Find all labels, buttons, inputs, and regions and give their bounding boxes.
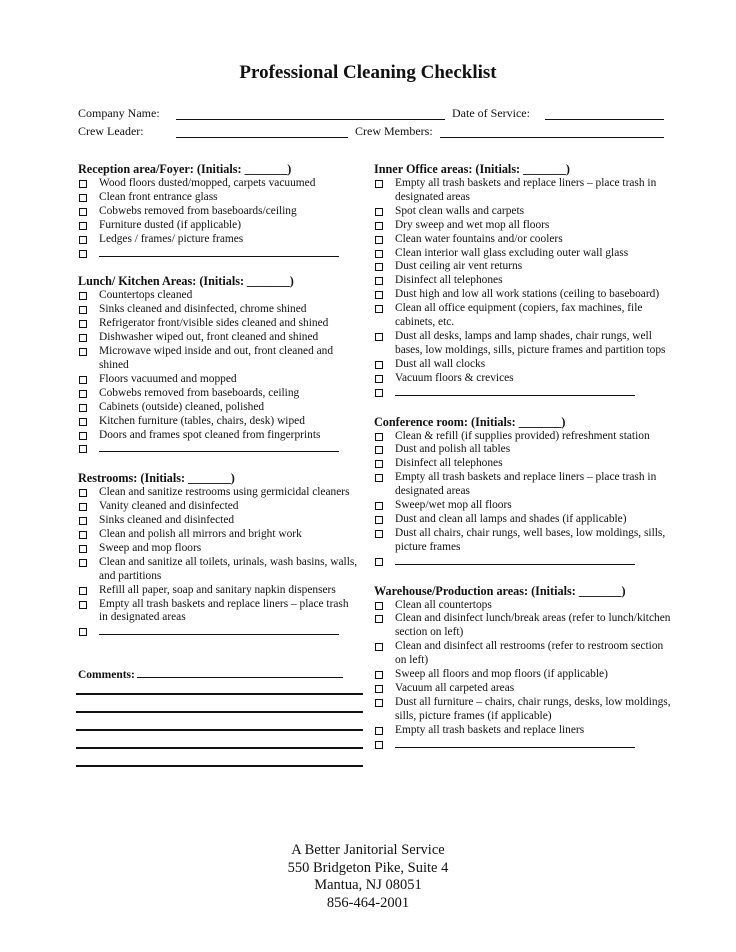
write-in-line[interactable] <box>99 625 339 635</box>
checkbox[interactable] <box>375 250 383 258</box>
checklist-item-blank <box>78 442 358 457</box>
checkbox[interactable] <box>79 390 87 398</box>
comments-line[interactable] <box>76 711 363 713</box>
checklist-item-label: Wood floors dusted/mopped, carpets vacuumed <box>99 177 316 189</box>
checklist-item <box>374 640 674 668</box>
footer-company: A Better Janitorial Service <box>291 842 445 858</box>
checklist-item-label: Disinfect all telephones <box>395 457 503 470</box>
checklist-item <box>374 724 674 738</box>
checklist-item <box>78 205 358 219</box>
checkbox[interactable] <box>375 602 383 610</box>
checklist-item <box>374 247 674 261</box>
checklist-item <box>374 205 674 219</box>
checklist-item <box>78 415 358 429</box>
checkbox[interactable] <box>375 389 383 397</box>
checklist-item-label: Kitchen furniture (tables, chairs, desk) wiped <box>99 414 305 427</box>
checklist-item-label: Microwave wiped inside and out, front cleaned and shined <box>99 345 334 371</box>
comments-line[interactable] <box>76 765 363 767</box>
date-of-service-field[interactable] <box>545 119 664 120</box>
checklist-item <box>78 177 358 191</box>
checkbox[interactable] <box>375 474 383 482</box>
section-title: Inner Office areas: (Initials: _______) <box>374 162 570 176</box>
checklist-item <box>374 177 674 205</box>
checkbox[interactable] <box>375 305 383 313</box>
checklist-item <box>374 612 674 640</box>
checklist-item <box>78 528 358 542</box>
checklist-item-label: Floors vacuumed and mopped <box>99 372 237 385</box>
checkbox[interactable] <box>79 445 87 453</box>
checklist-item <box>78 317 358 331</box>
checklist-item <box>78 514 358 528</box>
checklist-item-label: Clean water fountains and/or coolers <box>395 232 563 245</box>
checklist-item-label: Empty all trash baskets and replace liners – place trash in designated areas <box>395 471 657 498</box>
checkbox[interactable] <box>375 530 383 538</box>
checkbox[interactable] <box>79 208 87 216</box>
checklist-item-label: Empty all trash baskets and replace liners – place trash in designated areas <box>99 597 349 624</box>
checklist-item-blank <box>78 247 358 262</box>
checklist-item-label: Sweep/wet mop all floors <box>395 499 512 512</box>
checklist-item <box>374 696 674 724</box>
checkbox[interactable] <box>79 517 87 525</box>
checklist-item-label: Dust and clean all lamps and shades (if applicable) <box>395 512 627 525</box>
checkbox[interactable] <box>375 741 383 749</box>
checklist-item-label: Clean front entrance glass <box>99 190 218 203</box>
checklist-item-label: Dry sweep and wet mop all floors <box>395 218 550 231</box>
checklist-item-label: Dust all furniture – chairs, chair rungs, desks, low moldings, sills, picture frames (if applicable) <box>395 695 671 722</box>
checklist-section <box>374 162 674 401</box>
checklist-item-label: Sweep all floors and mop floors (if applicable) <box>395 668 608 681</box>
checklist-item-label: Refill all paper, soap and sanitary napkin dispensers <box>99 583 336 596</box>
checklist-section <box>374 584 674 753</box>
checklist-item-label: Empty all trash baskets and replace liners <box>395 723 585 736</box>
checklist-item <box>374 372 674 386</box>
checklist-item <box>374 513 674 527</box>
checklist-item-label: Sinks cleaned and disinfected, chrome shined <box>99 303 307 316</box>
checklist-item-label: Vacuum all carpeted areas <box>395 682 515 694</box>
checkbox[interactable] <box>375 263 383 271</box>
checklist-item <box>78 486 358 500</box>
checkbox[interactable] <box>375 291 383 299</box>
checklist-item-label: Clean and disinfect lunch/break areas (refer to lunch/kitchen section on left) <box>395 612 671 639</box>
checklist-item-label: Empty all trash baskets and replace liners – place trash in designated areas <box>395 177 657 203</box>
checklist-item-label: Cobwebs removed from baseboards, ceiling <box>99 386 300 399</box>
comments-line[interactable] <box>76 729 363 731</box>
checklist-item-blank <box>374 386 674 401</box>
checkbox[interactable] <box>79 236 87 244</box>
checkbox[interactable] <box>79 194 87 202</box>
checkbox[interactable] <box>79 376 87 384</box>
section-title: Reception area/Foyer: (Initials: _______) <box>78 162 292 176</box>
section-title: Restrooms: (Initials: _______) <box>78 471 235 486</box>
checklist-item-label: Dust and polish all tables <box>395 443 511 456</box>
checklist-item <box>374 330 674 358</box>
checklist-item <box>374 527 674 555</box>
checkbox[interactable] <box>375 615 383 623</box>
checklist-section <box>78 471 358 640</box>
checklist-item <box>78 401 358 415</box>
checklist-item <box>374 457 674 471</box>
checkbox[interactable] <box>375 460 383 468</box>
checklist-item-label: Cabinets (outside) cleaned, polished <box>99 400 265 413</box>
checkbox[interactable] <box>79 503 87 511</box>
checklist-item <box>78 373 358 387</box>
checklist-item <box>78 191 358 205</box>
date-of-service-label: Date of Service: <box>452 106 530 120</box>
checkbox[interactable] <box>375 236 383 244</box>
checkbox[interactable] <box>375 375 383 383</box>
checkbox[interactable] <box>375 180 383 188</box>
company-name-field[interactable] <box>176 119 445 120</box>
checkbox[interactable] <box>375 433 383 441</box>
checklist-item-label: Sweep and mop floors <box>99 541 202 554</box>
section-title: Conference room: (Initials: _______) <box>374 414 566 429</box>
checklist-item <box>374 599 674 613</box>
checklist-item-label: Countertops cleaned <box>99 289 193 302</box>
checklist-item <box>374 430 674 444</box>
checkbox[interactable] <box>375 558 383 566</box>
checkbox[interactable] <box>375 333 383 341</box>
comments-label: Comments: <box>78 669 135 681</box>
checkbox[interactable] <box>375 699 383 707</box>
checklist-item <box>78 331 358 345</box>
comments-line[interactable] <box>76 747 363 749</box>
checklist-item <box>374 302 674 330</box>
checklist-item-label: Clean all office equipment (copiers, fax machines, file cabinets, etc. <box>395 302 643 329</box>
checklist-item <box>374 471 674 499</box>
checkbox[interactable] <box>79 489 87 497</box>
checklist-item-label: Sinks cleaned and disinfected <box>99 514 235 527</box>
section-title: Lunch/ Kitchen Areas: (Initials: _______) <box>78 274 294 289</box>
write-in-line[interactable] <box>99 247 339 257</box>
comments-line[interactable] <box>76 693 363 695</box>
footer-address: 550 Bridgeton Pike, Suite 4 <box>287 859 449 876</box>
checkbox[interactable] <box>79 404 87 412</box>
crew-members-label: Crew Members: <box>355 124 433 138</box>
checklist-item <box>374 219 674 233</box>
checklist-item-label: Refrigerator front/visible sides cleaned and shined <box>99 317 329 330</box>
checkbox[interactable] <box>375 671 383 679</box>
checklist-item <box>374 443 674 457</box>
checklist-item-label: Disinfect all telephones <box>395 274 503 287</box>
checklist-item <box>78 429 358 443</box>
checklist-item <box>78 303 358 317</box>
checklist-item <box>374 274 674 288</box>
checkbox[interactable] <box>79 348 87 356</box>
checklist-item-label: Dust high and low all work stations (ceiling to baseboard) <box>395 288 660 301</box>
checklist-item-blank <box>374 555 674 570</box>
checkbox[interactable] <box>79 222 87 230</box>
page-title: Professional Cleaning Checklist <box>239 62 497 83</box>
checklist-item <box>78 542 358 556</box>
footer-city: Mantua, NJ 08051 <box>314 877 422 893</box>
checkbox[interactable] <box>375 516 383 524</box>
checkbox[interactable] <box>79 180 87 188</box>
checkbox[interactable] <box>79 250 87 258</box>
checklist-item <box>374 499 674 513</box>
checkbox[interactable] <box>375 685 383 693</box>
left-column <box>78 162 358 640</box>
checklist-item-label: Clean & refill (if supplies provided) refreshment station <box>395 429 650 442</box>
checkbox[interactable] <box>79 559 87 567</box>
checkbox[interactable] <box>375 222 383 230</box>
checkbox[interactable] <box>375 446 383 454</box>
checkbox[interactable] <box>375 277 383 285</box>
crew-leader-label: Crew Leader: <box>78 124 144 138</box>
footer-phone: 856-464-2001 <box>326 894 410 911</box>
checklist-item-label: Doors and frames spot cleaned from fingerprints <box>99 428 321 441</box>
checkbox[interactable] <box>375 502 383 510</box>
company-name-label: Company Name: <box>78 106 160 120</box>
checkbox[interactable] <box>79 432 87 440</box>
write-in-line[interactable] <box>395 738 635 748</box>
checklist-item-label: Vanity cleaned and disinfected <box>99 500 239 513</box>
checklist-item-label: Cobwebs removed from baseboards/ceiling <box>99 204 297 217</box>
checklist-item-blank <box>374 738 674 753</box>
write-in-line[interactable] <box>99 442 339 452</box>
checklist-item <box>374 682 674 696</box>
checklist-item <box>78 584 358 598</box>
checklist-item-label: Clean interior wall glass excluding outer wall glass <box>395 246 629 259</box>
section-title: Warehouse/Production areas: (Initials: _______) <box>374 583 626 598</box>
checklist-item <box>78 598 358 626</box>
checklist-item-label: Clean all countertops <box>395 598 492 611</box>
checkbox[interactable] <box>375 643 383 651</box>
checklist-item <box>374 668 674 682</box>
checklist-item <box>374 233 674 247</box>
checklist-item-blank <box>78 625 358 640</box>
checkbox[interactable] <box>79 628 87 636</box>
write-in-line[interactable] <box>395 386 635 396</box>
right-column <box>374 162 674 753</box>
checklist-item <box>78 387 358 401</box>
checklist-item <box>78 345 358 373</box>
checklist-item-label: Furniture dusted (if applicable) <box>99 218 242 231</box>
checkbox[interactable] <box>79 545 87 553</box>
checklist-section <box>78 274 358 457</box>
checklist-item-label: Clean and sanitize all toilets, urinals, wash basins, walls, and partitions <box>99 555 358 582</box>
crew-members-field[interactable] <box>440 137 664 138</box>
checklist-item <box>78 219 358 233</box>
checklist-item-label: Dust ceiling air vent returns <box>395 260 523 273</box>
checklist-item-label: Dust all desks, lamps and lamp shades, chair rungs, well bases, low moldings, sills, picture frames and partition tops <box>395 329 666 356</box>
checklist-item <box>78 500 358 514</box>
comments-first-line[interactable] <box>137 667 343 678</box>
checklist-section <box>78 162 358 261</box>
checklist-item <box>374 358 674 372</box>
checklist-item <box>78 289 358 303</box>
checklist-item-label: Clean and disinfect all restrooms (refer to restroom section on left) <box>395 640 664 667</box>
checkbox[interactable] <box>79 334 87 342</box>
checklist-item <box>374 288 674 302</box>
comments-section <box>78 667 343 681</box>
write-in-line[interactable] <box>395 555 635 565</box>
checkbox[interactable] <box>79 292 87 300</box>
checklist-item-label: Dust all wall clocks <box>395 357 486 370</box>
checklist-item-label: Dishwasher wiped out, front cleaned and shined <box>99 331 319 344</box>
checklist-item-label: Clean and sanitize restrooms using germicidal cleaners <box>99 486 350 499</box>
checkbox[interactable] <box>79 306 87 314</box>
checklist-section <box>374 415 674 570</box>
checklist-item-label: Clean and polish all mirrors and bright work <box>99 528 302 541</box>
crew-leader-field[interactable] <box>176 137 348 138</box>
checkbox[interactable] <box>79 531 87 539</box>
checkbox[interactable] <box>375 727 383 735</box>
checklist-item-label: Vacuum floors & crevices <box>395 371 514 384</box>
checkbox[interactable] <box>79 601 87 609</box>
checklist-item <box>78 233 358 247</box>
checkbox[interactable] <box>375 208 383 216</box>
checklist-item <box>374 260 674 274</box>
checkbox[interactable] <box>79 418 87 426</box>
footer-contact <box>0 842 736 912</box>
checklist-item-label: Dust all chairs, chair rungs, well bases, low moldings, sills, picture frames <box>395 526 666 553</box>
checkbox[interactable] <box>79 587 87 595</box>
checkbox[interactable] <box>79 320 87 328</box>
checklist-item <box>78 556 358 584</box>
checkbox[interactable] <box>375 361 383 369</box>
checklist-item-label: Ledges / frames/ picture frames <box>99 232 244 245</box>
checklist-item-label: Spot clean walls and carpets <box>395 204 525 217</box>
